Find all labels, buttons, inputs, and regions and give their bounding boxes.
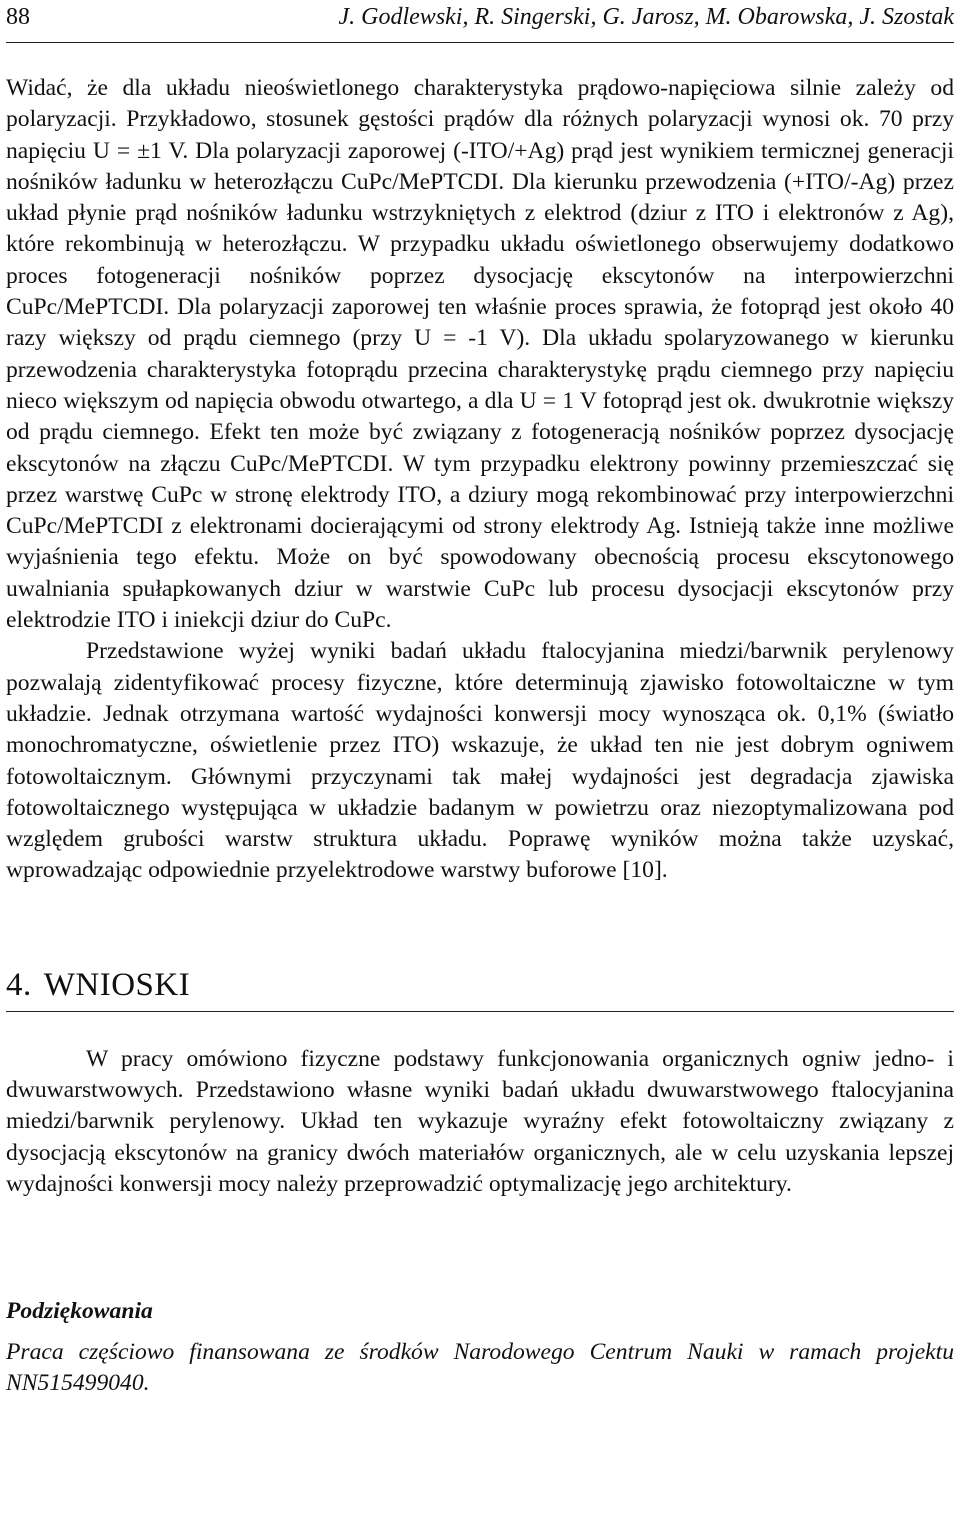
section-heading [6, 965, 954, 1012]
section-number: 4. [6, 966, 32, 1003]
paragraph-conclusions: W pracy omówiono fizyczne podstawy funkcjonowania organicznych ogniw jedno- i dwuwarstwowych. Przedstawiono własne wyniki badań układu dwuwarstwowego ftalocyjanina miedzi/barwnik perylenowy. Układ ten wykazuje wyraźny efekt fotowoltaiczny związany z dysocjacją ekscytonów na granicy dwóch materiałów organicznych, ale w celu uzyskania lepszej wydajności konwersji mocy należy przeprowadzić optymalizację jego architektury. [6, 1045, 954, 1197]
acknowledgements-text: Praca częściowo finansowana ze środków Narodowego Centrum Nauki w ramach projektu NN515499040. [6, 1339, 954, 1397]
conclusions-text [6, 1044, 954, 1200]
paragraph-summary: Przedstawione wyżej wyniki badań układu ftalocyjanina miedzi/barwnik perylenowy pozwalają zidentyfikować procesy fizyczne, które determinują zjawisko fotowoltaiczne w tym układzie. Jednak otrzymana wartość wydajności konwersji mocy wynosząca ok. 0,1% (światło monochromatyczne, oświetlenie przez ITO) wskazuje, że układ ten nie jest dobrym ogniwem fotowoltaicznym. Głównymi przyczynami tak małej wydajności jest degradacja zjawiska fotowoltaicznego występująca w układzie badanym w powietrzu oraz niezoptymalizowana pod względem grubości warstw struktura układu. Poprawę wyników można także uzyskać, wprowadzając odpowiednie przyelektrodowe warstwy buforowe [10]. [6, 638, 954, 884]
running-header [6, 0, 954, 43]
document-page [6, 0, 954, 1399]
header-authors: J. Godlewski, R. Singerski, G. Jarosz, M. Obarowska, J. Szostak [338, 4, 954, 30]
page-number: 88 [6, 4, 30, 30]
acknowledgements-heading: Podziękowania [6, 1298, 153, 1325]
paragraph-results: Widać, że dla układu nieoświetlonego charakterystyka prądowo-napięciowa silnie zależy od polaryzacji. Przykładowo, stosunek gęstości prądów dla różnych polaryzacji wynosi ok. 70 przy napięciu U = ±1 V. Dla polaryzacji zaporowej (-ITO/+Ag) prąd jest wynikiem termicznej generacji nośników ładunku w heterozłączu CuPc/MePTCDI. Dla kierunku przewodzenia (+ITO/-Ag) przez układ płynie prąd nośników ładunku wstrzykniętych z elektrod (dziur z ITO i elektronów z Ag), które rekombinują w heterozłączu. W przypadku układu oświetlonego obserwujemy dodatkowo proces fotogeneracji nośników poprzez dysocjację ekscytonów na interpowierzchni CuPc/MePTCDI. Dla polaryzacji zaporowej ten właśnie proces sprawia, że fotoprąd jest około 40 razy większy od prądu ciemnego (przy U = -1 V). Dla układu spolaryzowanego w kierunku przewodzenia charakterystyka fotoprądu przecina charakterystykę prądu ciemnego przy napięciu nieco większym od napięcia obwodu otwartego, a dla U = 1 V fotoprąd jest ok. dwukrotnie większy od prądu ciemnego. Efekt ten może być związany z fotogeneracją nośników poprzez dysocjację ekscytonów na złączu CuPc/MePTCDI. W tym przypadku elektrony powinny przemieszczać się przez warstwę CuPc w stronę elektrody ITO, a dziury mogą rekombinować przy interpowierzchni CuPc/MePTCDI z elektronami docierającymi od strony elektrody Ag. Istnieją także inne możliwe wyjaśnienia tego efektu. Może on być spowodowany obecnością procesu ekscytonowego uwalniania spułapkowanych dziur w warstwie CuPc lub procesu dysocjacji ekscytonów przy elektrodzie ITO i iniekcji dziur do CuPc. [6, 75, 954, 634]
section-title: WNIOSKI [43, 966, 191, 1003]
body-text [6, 73, 954, 887]
